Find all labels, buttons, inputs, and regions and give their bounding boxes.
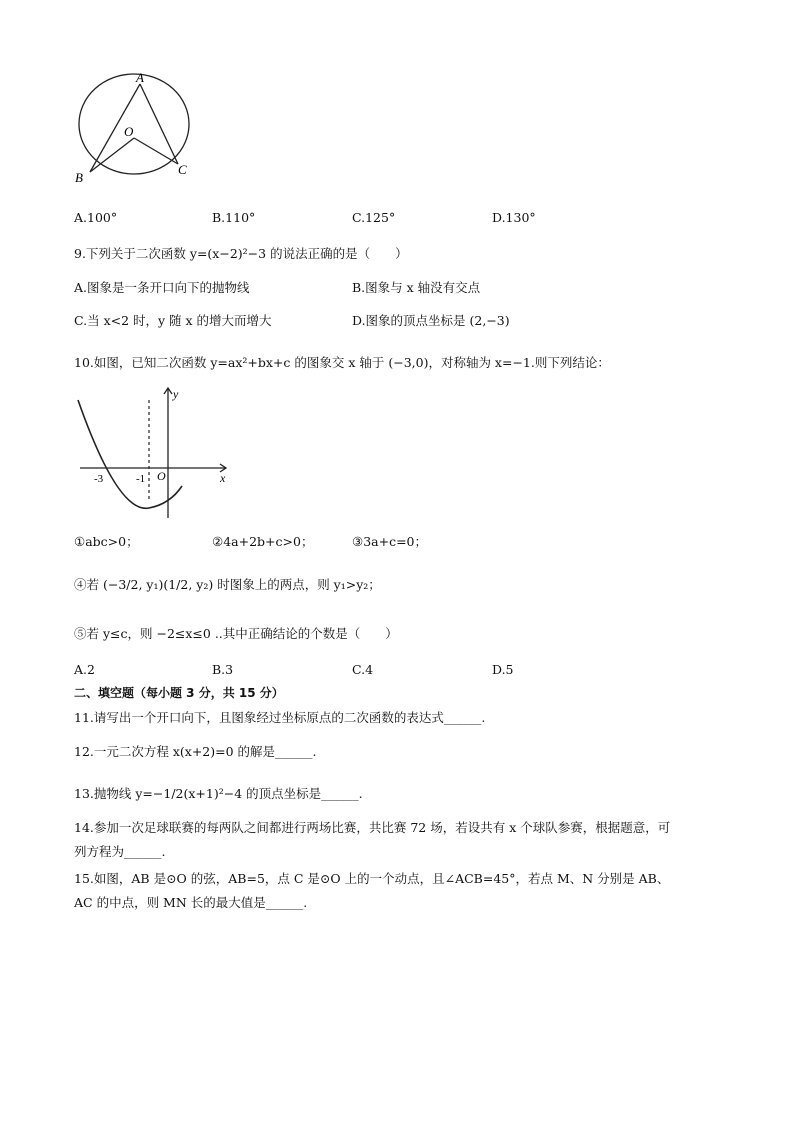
parabola-figure xyxy=(70,382,240,524)
origin-label: O xyxy=(157,469,166,483)
q14-line-2: 列方程为______. xyxy=(74,844,166,859)
q10-stem: 10.如图，已知二次函数 y=ax²+bx+c 的图象交 x 轴于 (−3,0)，对称轴为 x=−1.则下列结论： xyxy=(74,355,610,370)
q10-option-b: B.3 xyxy=(212,662,234,677)
q10-conclusion-4: ④若 (−3/2, y₁)(1/2, y₂) 时图象上的两点，则 y₁>y₂； xyxy=(74,577,381,592)
q11: 11.请写出一个开口向下，且图象经过坐标原点的二次函数的表达式______. xyxy=(74,710,486,725)
q10-conclusion-2: ②4a+2b+c>0； xyxy=(212,534,314,549)
q8-option-b: B.110° xyxy=(212,210,256,225)
label-B: B xyxy=(75,170,83,185)
q9-option-a: A.图象是一条开口向下的抛物线 xyxy=(74,280,250,295)
q8-option-d: D.130° xyxy=(492,210,536,225)
tick-neg1: -1 xyxy=(136,473,146,485)
q10-conclusion-1: ①abc>0； xyxy=(74,534,139,549)
label-O: O xyxy=(124,124,134,139)
tick-neg3: -3 xyxy=(94,473,104,485)
q10-option-d: D.5 xyxy=(492,662,514,677)
q9-option-b: B.图象与 x 轴没有交点 xyxy=(352,280,481,295)
q10-conclusion-3: ③3a+c=0； xyxy=(352,534,428,549)
q10-option-c: C.4 xyxy=(352,662,374,677)
q12: 12.一元二次方程 x(x+2)=0 的解是______. xyxy=(74,744,317,759)
q15-line-1: 15.如图，AB 是⊙O 的弦，AB=5，点 C 是⊙O 上的一个动点，且∠ACB=45°，若点 M、N 分别是 AB、 xyxy=(74,871,670,886)
label-A: A xyxy=(136,70,144,85)
q14-line-1: 14.参加一次足球联赛的每两队之间都进行两场比赛，共比赛 72 场，若设共有 x 个球队参赛，根据题意，可 xyxy=(74,820,671,835)
axis-y-label: y xyxy=(173,387,179,401)
axis-x-label: x xyxy=(220,471,226,485)
label-C: C xyxy=(178,162,187,177)
section-2-heading: 二、填空题（每小题 3 分，共 15 分） xyxy=(74,686,284,700)
circle-figure xyxy=(70,68,200,188)
q8-option-c: C.125° xyxy=(352,210,396,225)
q9-option-c: C.当 x<2 时，y 随 x 的增大而增大 xyxy=(74,313,272,328)
q9-stem: 9.下列关于二次函数 y=(x−2)²−3 的说法正确的是（ ） xyxy=(74,246,408,261)
q8-option-a: A.100° xyxy=(74,210,118,225)
q13: 13.抛物线 y=−1/2(x+1)²−4 的顶点坐标是______. xyxy=(74,786,363,801)
q9-option-d: D.图象的顶点坐标是 (2,−3) xyxy=(352,313,510,328)
q10-conclusion-5: ⑤若 y≤c，则 −2≤x≤0 ..其中正确结论的个数是（ ） xyxy=(74,626,398,641)
q15-line-2: AC 的中点，则 MN 长的最大值是______. xyxy=(74,895,308,910)
q10-option-a: A.2 xyxy=(74,662,95,677)
